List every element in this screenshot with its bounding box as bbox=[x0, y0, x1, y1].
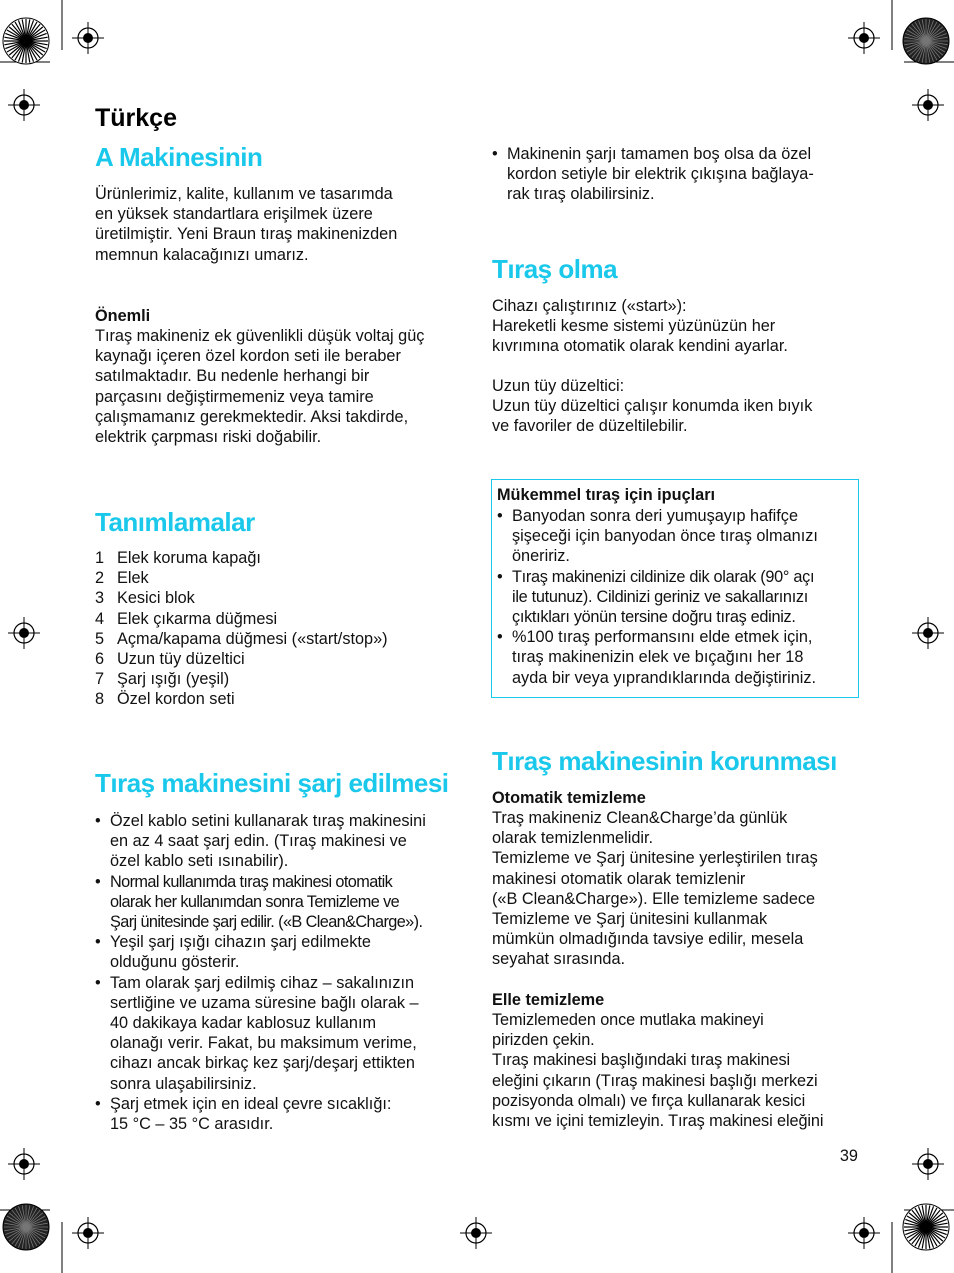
list-item: • Banyodan sonra deri yumuşayıp hafifçe şişeceği için banyodan önce tıraş olmanızı öneririz. bbox=[497, 506, 857, 567]
manual-cleaning-paragraph: Temizlemeden once mutlaka makineyi pirizden çekin. Tıraş makinesi başlığındaki tıraş makinesi eleğini çıkarın (Tıraş makinesi başlığı merkezi pozisyonda olmalı) ve fırça kullanarak kesici kısmı ve içini temizleyin. Tıraş makinesi eleğini bbox=[492, 1011, 824, 1131]
crosshair-icon bbox=[460, 1217, 492, 1249]
charging-list bbox=[95, 811, 465, 1134]
crosshair-icon bbox=[912, 1148, 944, 1180]
list-item: 4 Elek çıkarma düğmesi bbox=[95, 609, 278, 628]
crosshair-icon bbox=[8, 89, 40, 121]
crosshair-icon bbox=[912, 89, 944, 121]
crosshair-icon bbox=[8, 1148, 40, 1180]
shaving-title: Tıraş olma bbox=[492, 254, 618, 284]
important-paragraph: Tıraş makineniz ek güvenlikli düşük voltaj güç kaynağı içeren özel kordon seti ile beraber satılmaktadır. Bu nedenle herhangi bir parçasını değiştirmemeniz veya tamire çalışmamanız gerekmektedir. Aksi takdirde, elektrik çarpması riski doğabilir. bbox=[95, 327, 425, 447]
registration-star-bottom-right-icon bbox=[903, 1204, 949, 1250]
crosshair-icon bbox=[8, 617, 40, 649]
list-item: • Şarj etmek için en ideal çevre sıcaklığı: 15 °C – 35 °C arasıdır. bbox=[95, 1094, 465, 1134]
list-item: • Tam olarak şarj edilmiş cihaz – sakalınızın sertliğine ve uzama süresine bağlı olarak – 40 dakikaya kadar kablosuz kullanım olanağı verir. Fakat, bu maksimum verime, cihazı ancak birkaç kez şarj/deşarj ettikten sonra ulaşabilirsiniz. bbox=[95, 973, 465, 1094]
manual-cleaning-label: Elle temizleme bbox=[492, 991, 605, 1009]
list-item: 3 Kesici blok bbox=[95, 589, 195, 608]
section-a-title: A Makinesinin bbox=[95, 142, 263, 172]
auto-cleaning-label: Otomatik temizleme bbox=[492, 789, 646, 807]
list-item: • Normal kullanımda tıraş makinesi otomatik olarak her kullanımdan sonra Temizleme ve Şarj ünitesinde şarj edilir. («B Clean&Charge»). bbox=[95, 872, 465, 933]
crosshair-icon bbox=[848, 22, 880, 54]
important-label: Önemli bbox=[95, 307, 151, 325]
trimmer-paragraph: Uzun tüy düzeltici: Uzun tüy düzeltici çalışır konumda iken bıyık ve favoriler de düzeltilebilir. bbox=[492, 377, 813, 436]
descriptions-list bbox=[95, 548, 465, 710]
registration-star-top-right-icon bbox=[903, 18, 949, 64]
list-item: • Tıraş makinenizi cildinize dik olarak (90° açı ile tutunuz). Cildinizi geriniz ve sakallarınızı çıktıkları yönün tersine doğru tıraş ediniz. bbox=[497, 567, 857, 628]
list-item: 2 Elek bbox=[95, 569, 149, 588]
list-item: • Makinenin şarjı tamamen boş olsa da özel kordon setiyle bir elektrik çıkışına bağlaya- rak tıraş olabilirsiniz. bbox=[492, 144, 862, 205]
intro-paragraph: Ürünlerimiz, kalite, kullanım ve tasarımda en yüksek standartlara erişilmek üzere üretilmiştir. Yeni Braun tıraş makinenizden memnun kalacağınızı umarız. bbox=[95, 185, 398, 264]
crosshair-icon bbox=[912, 617, 944, 649]
crosshair-icon bbox=[72, 1217, 104, 1249]
cordless-note-list bbox=[492, 144, 862, 205]
list-item: • %100 tıraş performansını elde etmek için, tıraş makinenizin elek ve bıçağını her 18 ayda bir veya yıprandıklarında değiştiriniz. bbox=[497, 627, 857, 688]
list-item: • Yeşil şarj ışığı cihazın şarj edilmekte olduğunu gösterir. bbox=[95, 932, 465, 972]
language-heading: Türkçe bbox=[95, 104, 177, 132]
registration-star-bottom-left-icon bbox=[3, 1204, 49, 1250]
auto-cleaning-paragraph: Traş makineniz Clean&Charge’da günlük olarak temizlenmelidir. Temizleme ve Şarj ünitesine yerleştirilen tıraş makinesi otomatik olarak temizlenir («B Clean&Charge»). Elle temizleme sadece Temizleme ve Şarj ünitesini kullanmak mümkün olmadığında tavsiye edilir, mesela seyahat sırasında. bbox=[492, 809, 818, 969]
crosshair-icon bbox=[848, 1217, 880, 1249]
crosshair-icon bbox=[72, 22, 104, 54]
tips-title: Mükemmel tıraş için ipuçları bbox=[497, 486, 716, 504]
list-item: 5 Açma/kapama düğmesi («start/stop») bbox=[95, 629, 388, 648]
list-item: 8 Özel kordon seti bbox=[95, 690, 235, 709]
list-item: • Özel kablo setini kullanarak tıraş makinesini en az 4 saat şarj edin. (Tıraş makinesi ve özel kablo seti ısınabilir). bbox=[95, 811, 465, 872]
shaving-paragraph: Cihazı çalıştırınız («start»): Hareketli kesme sistemi yüzünüzün her kıvrımına otomatik olarak kendini ayarlar. bbox=[492, 297, 788, 356]
descriptions-title: Tanımlamalar bbox=[95, 507, 255, 537]
care-title: Tıraş makinesinin korunması bbox=[492, 746, 837, 776]
charging-title: Tıraş makinesini şarj edilmesi bbox=[95, 768, 449, 798]
page-number: 39 bbox=[839, 1147, 858, 1165]
list-item: 7 Şarj ışığı (yeşil) bbox=[95, 670, 230, 689]
list-item: 6 Uzun tüy düzeltici bbox=[95, 650, 245, 669]
tips-list bbox=[497, 506, 857, 688]
registration-star-top-left-icon bbox=[3, 18, 49, 64]
list-item: 1 Elek koruma kapağı bbox=[95, 549, 261, 567]
tips-box bbox=[491, 479, 859, 698]
